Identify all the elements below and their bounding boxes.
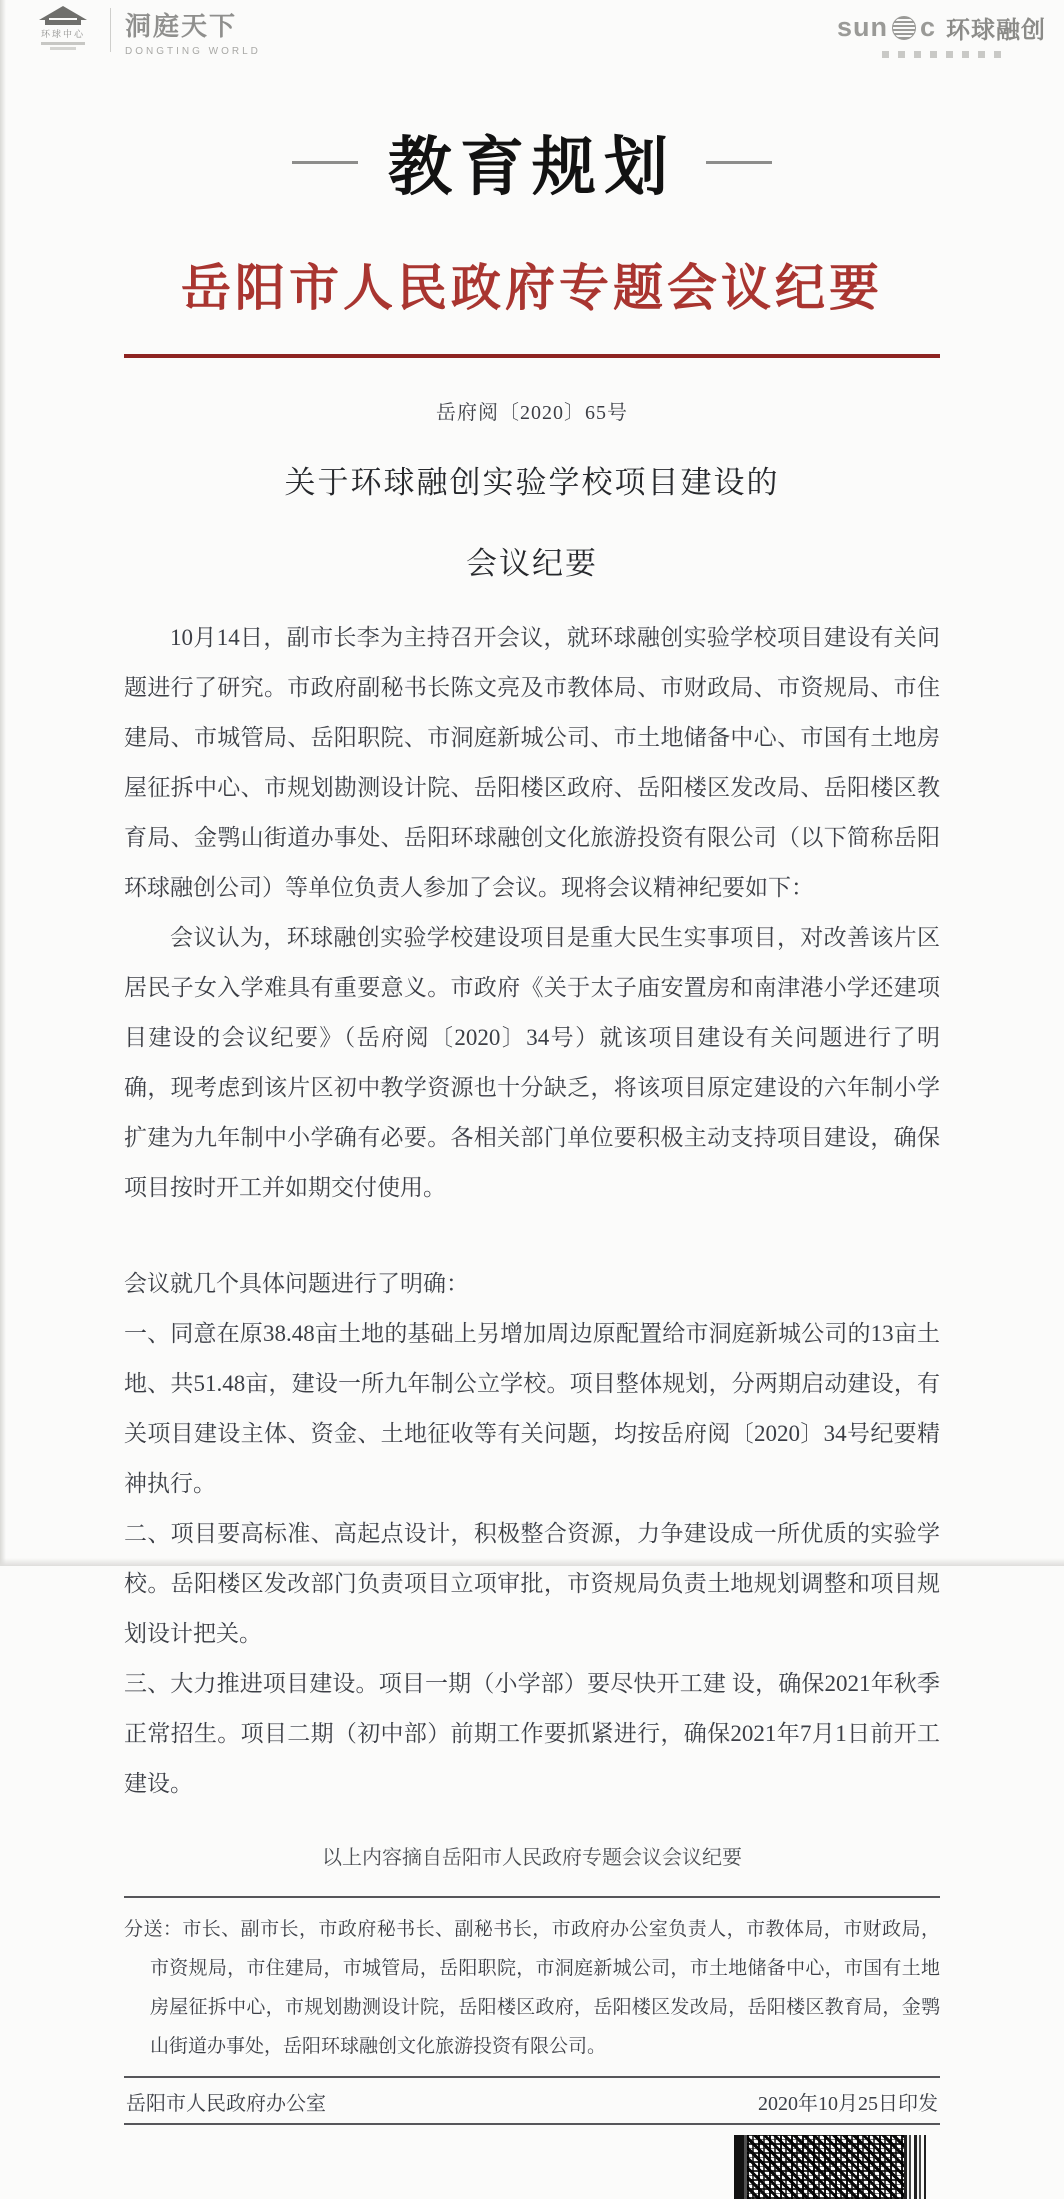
red-rule (124, 354, 940, 358)
footer-row (124, 2078, 940, 2123)
subject-title-line1: 关于环球融创实验学校项目建设的 (284, 465, 780, 500)
distribution-list (124, 1898, 940, 2076)
global-center-subtext-2 (50, 47, 76, 50)
scan-edge-left (0, 0, 6, 1566)
header-logo-bar (0, 0, 1064, 58)
dongting-world-logo (125, 6, 261, 57)
paragraph-item-3: 三、大力推进项目建设。项目一期（小学部）要尽快开工建 设，确保2021年秋季正常招生。项目二期（初中部）前期工作要抓紧进行，确保2021年7月1日前开工建设。 (124, 1671, 941, 1796)
document-body (124, 613, 940, 1809)
logo-divider (110, 8, 111, 52)
sunac-brand-cn: 环球融创 (946, 17, 1046, 44)
heading-dash-right (706, 161, 772, 164)
global-center-logo (30, 6, 96, 50)
sunac-globe-icon (892, 16, 916, 40)
sunac-word-prefix: sun (836, 12, 888, 42)
subject-title-line2: 会议纪要 (466, 546, 598, 581)
paragraph-attendees: 10月14日，副市长李为主持召开会议，就环球融创实验学校项目建设有关问题进行了研究。市政府副秘书长陈文亮及市教体局、市财政局、市资规局、市住建局、市城管局、岳阳职院、市洞庭新城公司、市土地储备中心、市国有土地房屋征拆中心、市规划勘测设计院、岳阳楼区政府、岳阳楼区发改局、岳阳楼区教育局、金鹗山街道办事处、岳阳环球融创文化旅游投资有限公司（以下简称岳阳环球融创公司）等单位负责人参加了会议。现将会议精神纪要如下： (124, 625, 940, 900)
distribution-text: 市长、副市长，市政府秘书长、副秘书长，市政府办公室负责人，市教体局，市财政局，市资规局，市住建局，市城管局，岳阳职院，市洞庭新城公司，市土地储备中心，市国有土地房屋征拆中心，市规划勘测设计院，岳阳楼区政府，岳阳楼区发改局，岳阳楼区教育局，金鹗山街道办事处，岳阳环球融创文化旅游投资有限公司。 (150, 1919, 940, 2057)
category-title: 教育规划 (388, 131, 676, 203)
barcode-right-bars (904, 2135, 926, 2199)
document-page (0, 116, 1064, 2199)
document-barcode (734, 2135, 926, 2199)
barcode-data-area (747, 2135, 904, 2199)
heading-dash-left (292, 161, 358, 164)
dongting-brand-cn: 洞庭天下 (125, 11, 238, 41)
scan-edge-bottom (0, 1558, 1064, 1566)
pavilion-building-icon (37, 6, 89, 26)
paragraph-meeting-opinion: 会议认为，环球融创实验学校建设项目是重大民生实事项目，对改善该片区居民子女入学难具有重要意义。市政府《关于太子庙安置房和南津港小学还建项目建设的会议纪要》（岳府阅〔2020〕34号）就该项目建设有关问题进行了明确，现考虑到该片区初中教学资源也十分缺乏，将该项目原定建设的六年制小学扩建为九年制中小学确有必要。各相关部门单位要积极主动支持项目建设，确保项目按时开工并如期交付使用。 (124, 925, 940, 1200)
sunac-word-suffix: c (919, 12, 936, 42)
document-number: 岳府阅〔2020〕65号 (436, 402, 628, 424)
source-note: 以上内容摘自岳阳市人民政府专题会议会议纪要 (322, 1847, 742, 1869)
global-center-subtext (41, 42, 85, 45)
divider-below-issuer (124, 2123, 940, 2125)
barcode-left-bar (734, 2135, 747, 2199)
paragraph-item-1: 一、同意在原38.48亩土地的基础上另增加周边原配置给市洞庭新城公司的13亩土地、共51.48亩，建设一所九年制公立学校。项目整体规划，分两期启动建设，有关项目建设主体、资金、土地征收等有关问题，均按岳府阅〔2020〕34号纪要精神执行。 (124, 1321, 940, 1496)
distribution-label: 分送： (124, 1919, 183, 1940)
left-logo-group (30, 6, 261, 57)
sunac-tagline (882, 51, 1001, 58)
sunac-logo (837, 10, 1046, 45)
category-heading-row (124, 116, 940, 208)
dongting-brand-en: DONGTING WORLD (125, 46, 261, 57)
issuer-office: 岳阳市人民政府办公室 (126, 2093, 326, 2115)
paragraph-item-2: 二、项目要高标准、高起点设计，积极整合资源，力争建设成一所优质的实验学校。岳阳楼区发改部门负责项目立项审批，市资规局负责土地规划调整和项目规划设计把关。 (124, 1521, 940, 1646)
paragraph-issues-intro: 会议就几个具体问题进行了明确： (124, 1271, 469, 1296)
print-date: 2020年10月25日印发 (758, 2093, 938, 2115)
document-main-title: 岳阳市人民政府专题会议纪要 (181, 260, 883, 316)
global-center-label: 环球中心 (40, 29, 85, 39)
sunac-logo-group (837, 6, 1046, 58)
